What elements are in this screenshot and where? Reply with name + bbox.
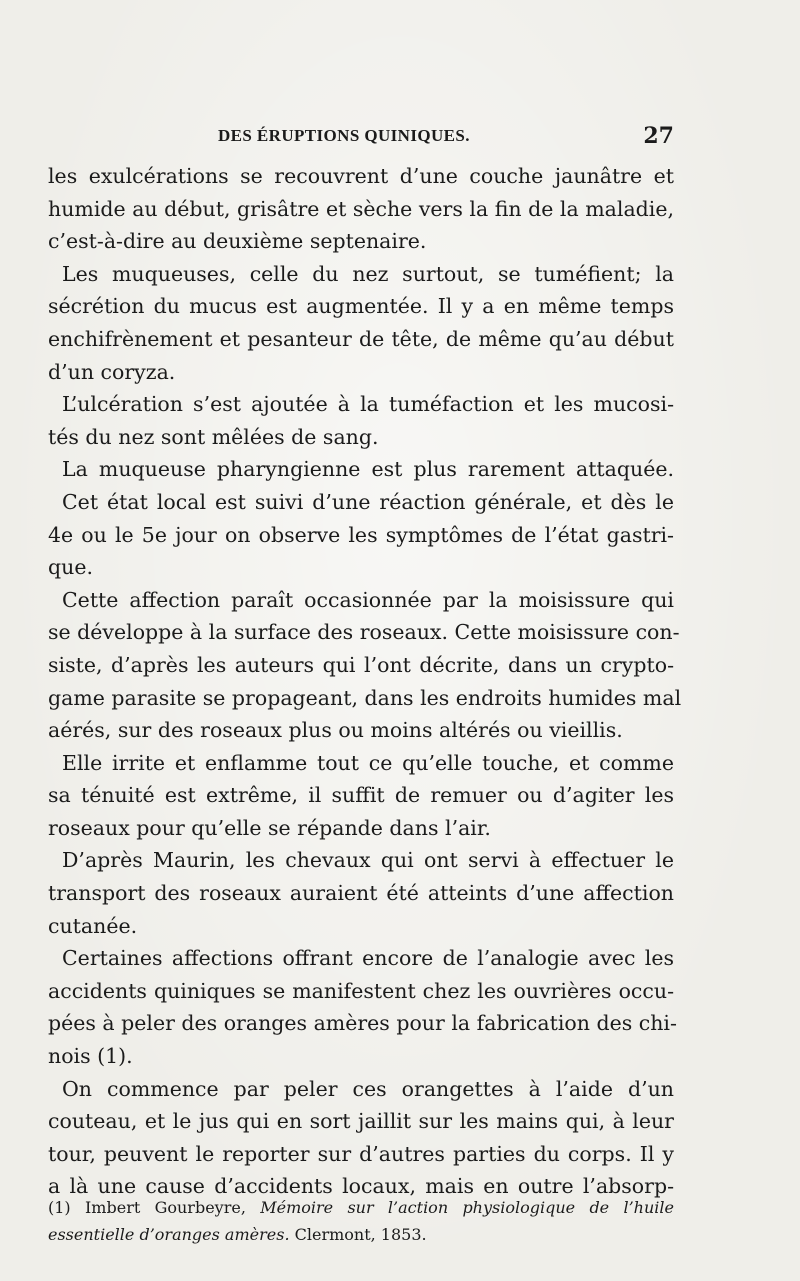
footnote-line-1 (48, 1194, 674, 1221)
text-line: que. (48, 555, 93, 580)
footnote-place-date: Clermont, 1853. (289, 1225, 427, 1244)
footnote-citation-author: (1) Imbert Gourbeyre, (48, 1198, 261, 1217)
text-line: c’est-à-dire au deuxième septenaire. (48, 229, 427, 254)
text-line: se développe à la surface des roseaux. Cette moisissure con- (48, 620, 680, 645)
footnote-title-part-1: Mémoire sur l’action physiologique de l’huile (260, 1198, 674, 1217)
body-text (48, 160, 682, 1203)
text-line: couteau, et le jus qui en sort jaillit sur les mains qui, à leur (48, 1109, 674, 1134)
text-line: cutanée. (48, 913, 138, 938)
running-head (48, 124, 674, 150)
footnote-line-2 (48, 1221, 674, 1248)
text-line: les exulcérations se recouvrent d’une couche jaunâtre et (48, 164, 674, 188)
text-line: game parasite se propageant, dans les endroits humides mal (48, 685, 682, 710)
text-line: d’un coryza. (48, 359, 176, 384)
text-line: La muqueuse pharyngienne est plus rarement attaquée. (62, 457, 674, 482)
text-line: Cet état local est suivi d’une réaction générale, et dès le (62, 489, 674, 514)
text-line: Certaines affections offrant encore de l’analogie avec les (62, 946, 674, 971)
text-line: pées à peler des oranges amères pour la fabrication des chi- (48, 1011, 677, 1036)
text-line: sa ténuité est extrême, il suffit de remuer ou d’agiter les (48, 783, 674, 808)
footnote (48, 1194, 674, 1248)
text-line: Cette affection paraît occasionnée par la moisissure qui (62, 587, 674, 612)
text-line: siste, d’après les auteurs qui l’ont décrite, dans un crypto- (48, 652, 674, 677)
text-line: L’ulcération s’est ajoutée à la tuméfaction et les mucosi- (62, 392, 674, 417)
text-line: tour, peuvent le reporter sur d’autres parties du corps. Il y (48, 1141, 674, 1166)
footnote-title-part-2: essentielle d’oranges amères. (48, 1225, 290, 1244)
text-line: sécrétion du mucus est augmentée. Il y a en même temps (48, 294, 674, 319)
text-line: humide au début, grisâtre et sèche vers la fin de la maladie, (48, 196, 674, 221)
text-line: D’après Maurin, les chevaux qui ont servi à effectuer le (62, 848, 674, 873)
page-number: 27 (643, 123, 674, 149)
text-line: On commence par peler ces orangettes à l’aide d’un (62, 1076, 674, 1101)
text-line: Elle irrite et enflamme tout ce qu’elle touche, et comme (62, 750, 674, 775)
text-line: Les muqueuses, celle du nez surtout, se tuméfient; la (62, 261, 674, 286)
text-line: a là une cause d’accidents locaux, mais en outre l’absorp- (48, 1174, 674, 1199)
text-line: tés du nez sont mêlées de sang. (48, 424, 379, 449)
running-title: DES ÉRUPTIONS QUINIQUES. (218, 126, 470, 145)
text-line: 4e ou le 5e jour on observe les symptômes de l’état gastri- (48, 522, 674, 547)
text-line: enchifrènement et pesanteur de tête, de même qu’au début (48, 326, 674, 351)
text-line: transport des roseaux auraient été atteints d’une affection (48, 881, 674, 906)
text-line: accidents quiniques se manifestent chez les ouvrières occu- (48, 978, 674, 1003)
text-line: roseaux pour qu’elle se répande dans l’air. (48, 815, 491, 840)
text-line: nois (1). (48, 1044, 133, 1069)
text-line: aérés, sur des roseaux plus ou moins altérés ou vieillis. (48, 718, 623, 743)
